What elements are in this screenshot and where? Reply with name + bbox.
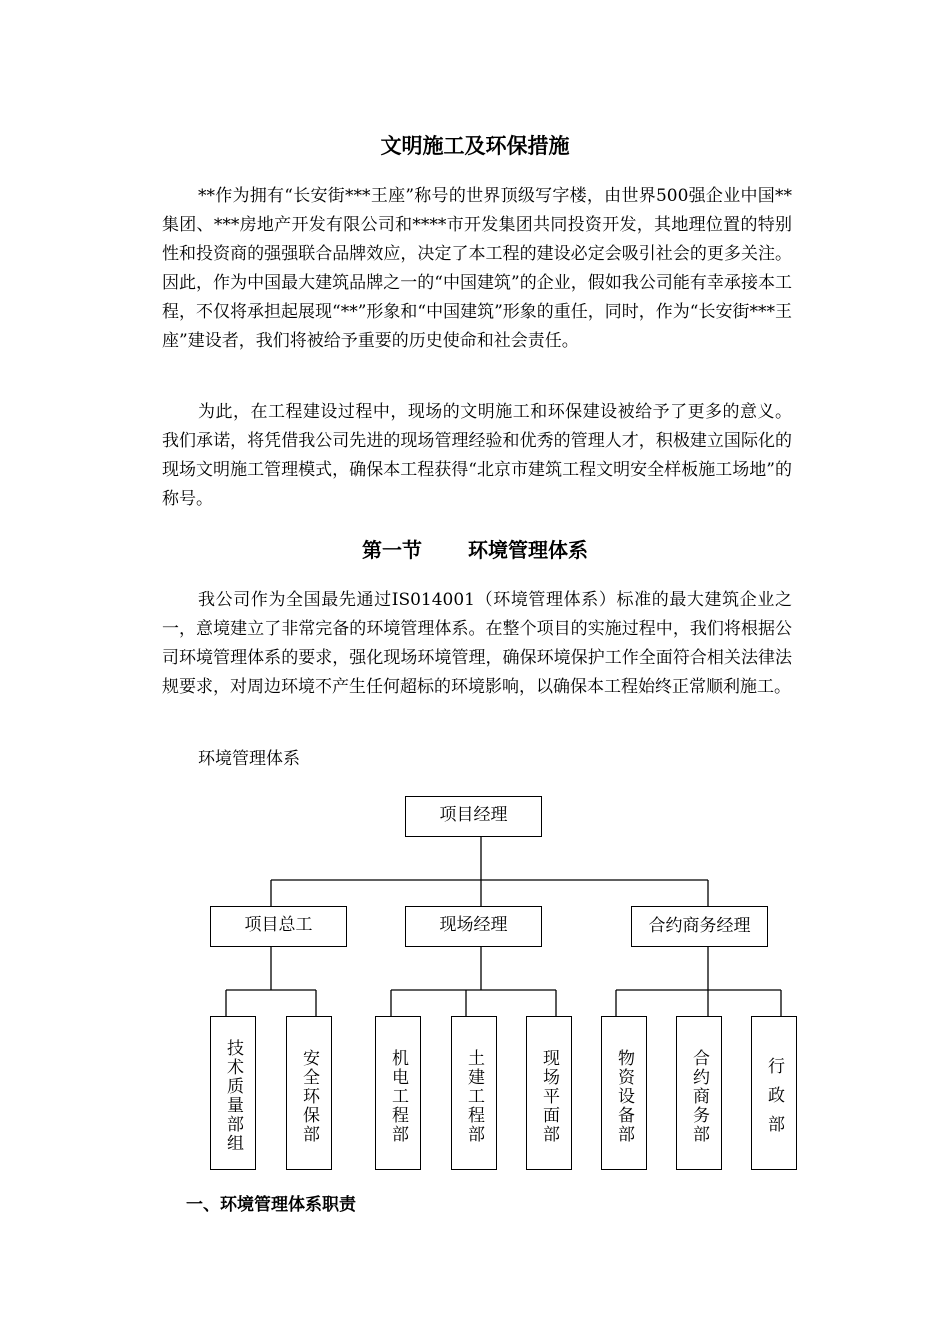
org-node-contracts (676, 1016, 722, 1170)
org-node-mep (375, 1016, 421, 1170)
org-node-label: 安全环保部 (299, 1048, 319, 1144)
org-node-materials (601, 1016, 647, 1170)
org-node-label: 现场平面部 (539, 1048, 559, 1144)
org-node-label: 物资设备部 (614, 1048, 634, 1144)
org-node-safety-env (286, 1016, 332, 1170)
section-heading (0, 534, 950, 563)
figure-caption: 环境管理体系 (198, 749, 300, 769)
section-name: 环境管理体系 (468, 538, 588, 562)
org-node-chief-engineer: 项目总工 (210, 906, 347, 947)
org-node-label: 土建工程部 (464, 1048, 484, 1144)
org-node-civil (451, 1016, 497, 1170)
intro-paragraph-1: **作为拥有“长安街***王座”称号的世界顶级写字楼，由世界500强企业中国**集团、***房地产开发有限公司和****市开发集团共同投资开发，其地理位置的特别性和投资商的强强联合品牌效应，决定了本工程的建设必定会吸引社会的更多关注。因此，作为中国最大建筑品牌之一的“中国建筑”的企业，假如我公司能有幸承接本工程，不仅将承担起展现“**”形象和“中国建筑”形象的重任，同时，作为“长安街***王座”建设者，我们将被给予重要的历史使命和社会责任。 (162, 186, 792, 351)
org-node-label: 合约商务部 (689, 1048, 709, 1144)
subheading: 一、环境管理体系职责 (186, 1195, 356, 1215)
org-node-tech-quality (210, 1016, 256, 1170)
org-node-site-plan (526, 1016, 572, 1170)
org-node-site-manager: 现场经理 (405, 906, 542, 947)
org-node-label: 机电工程部 (388, 1048, 408, 1144)
section-paragraph: 我公司作为全国最先通过IS014001（环境管理体系）标准的最大建筑企业之一，意境建立了非常完备的环境管理体系。在整个项目的实施过程中，我们将根据公司环境管理体系的要求，强化现场环境管理，确保环境保护工作全面符合相关法律法规要求，对周边环境不产生任何超标的环境影响，以确保本工程始终正常顺利施工。 (162, 590, 792, 697)
page-title: 文明施工及环保措施 (380, 134, 570, 158)
org-node-label: 技术质量部组 (223, 1039, 243, 1153)
org-node-label: 行政部 (764, 1056, 784, 1144)
section-number: 第一节 (362, 538, 422, 562)
org-node-project-manager: 项目经理 (405, 796, 542, 837)
intro-paragraph-2: 为此，在工程建设过程中，现场的文明施工和环保建设被给予了更多的意义。我们承诺，将凭借我公司先进的现场管理经验和优秀的管理人才，积极建立国际化的现场文明施工管理模式，确保本工程获得“北京市建筑工程文明安全样板施工场地”的称号。 (162, 402, 792, 509)
org-node-contract-manager: 合约商务经理 (631, 906, 768, 947)
org-node-admin (751, 1016, 797, 1170)
